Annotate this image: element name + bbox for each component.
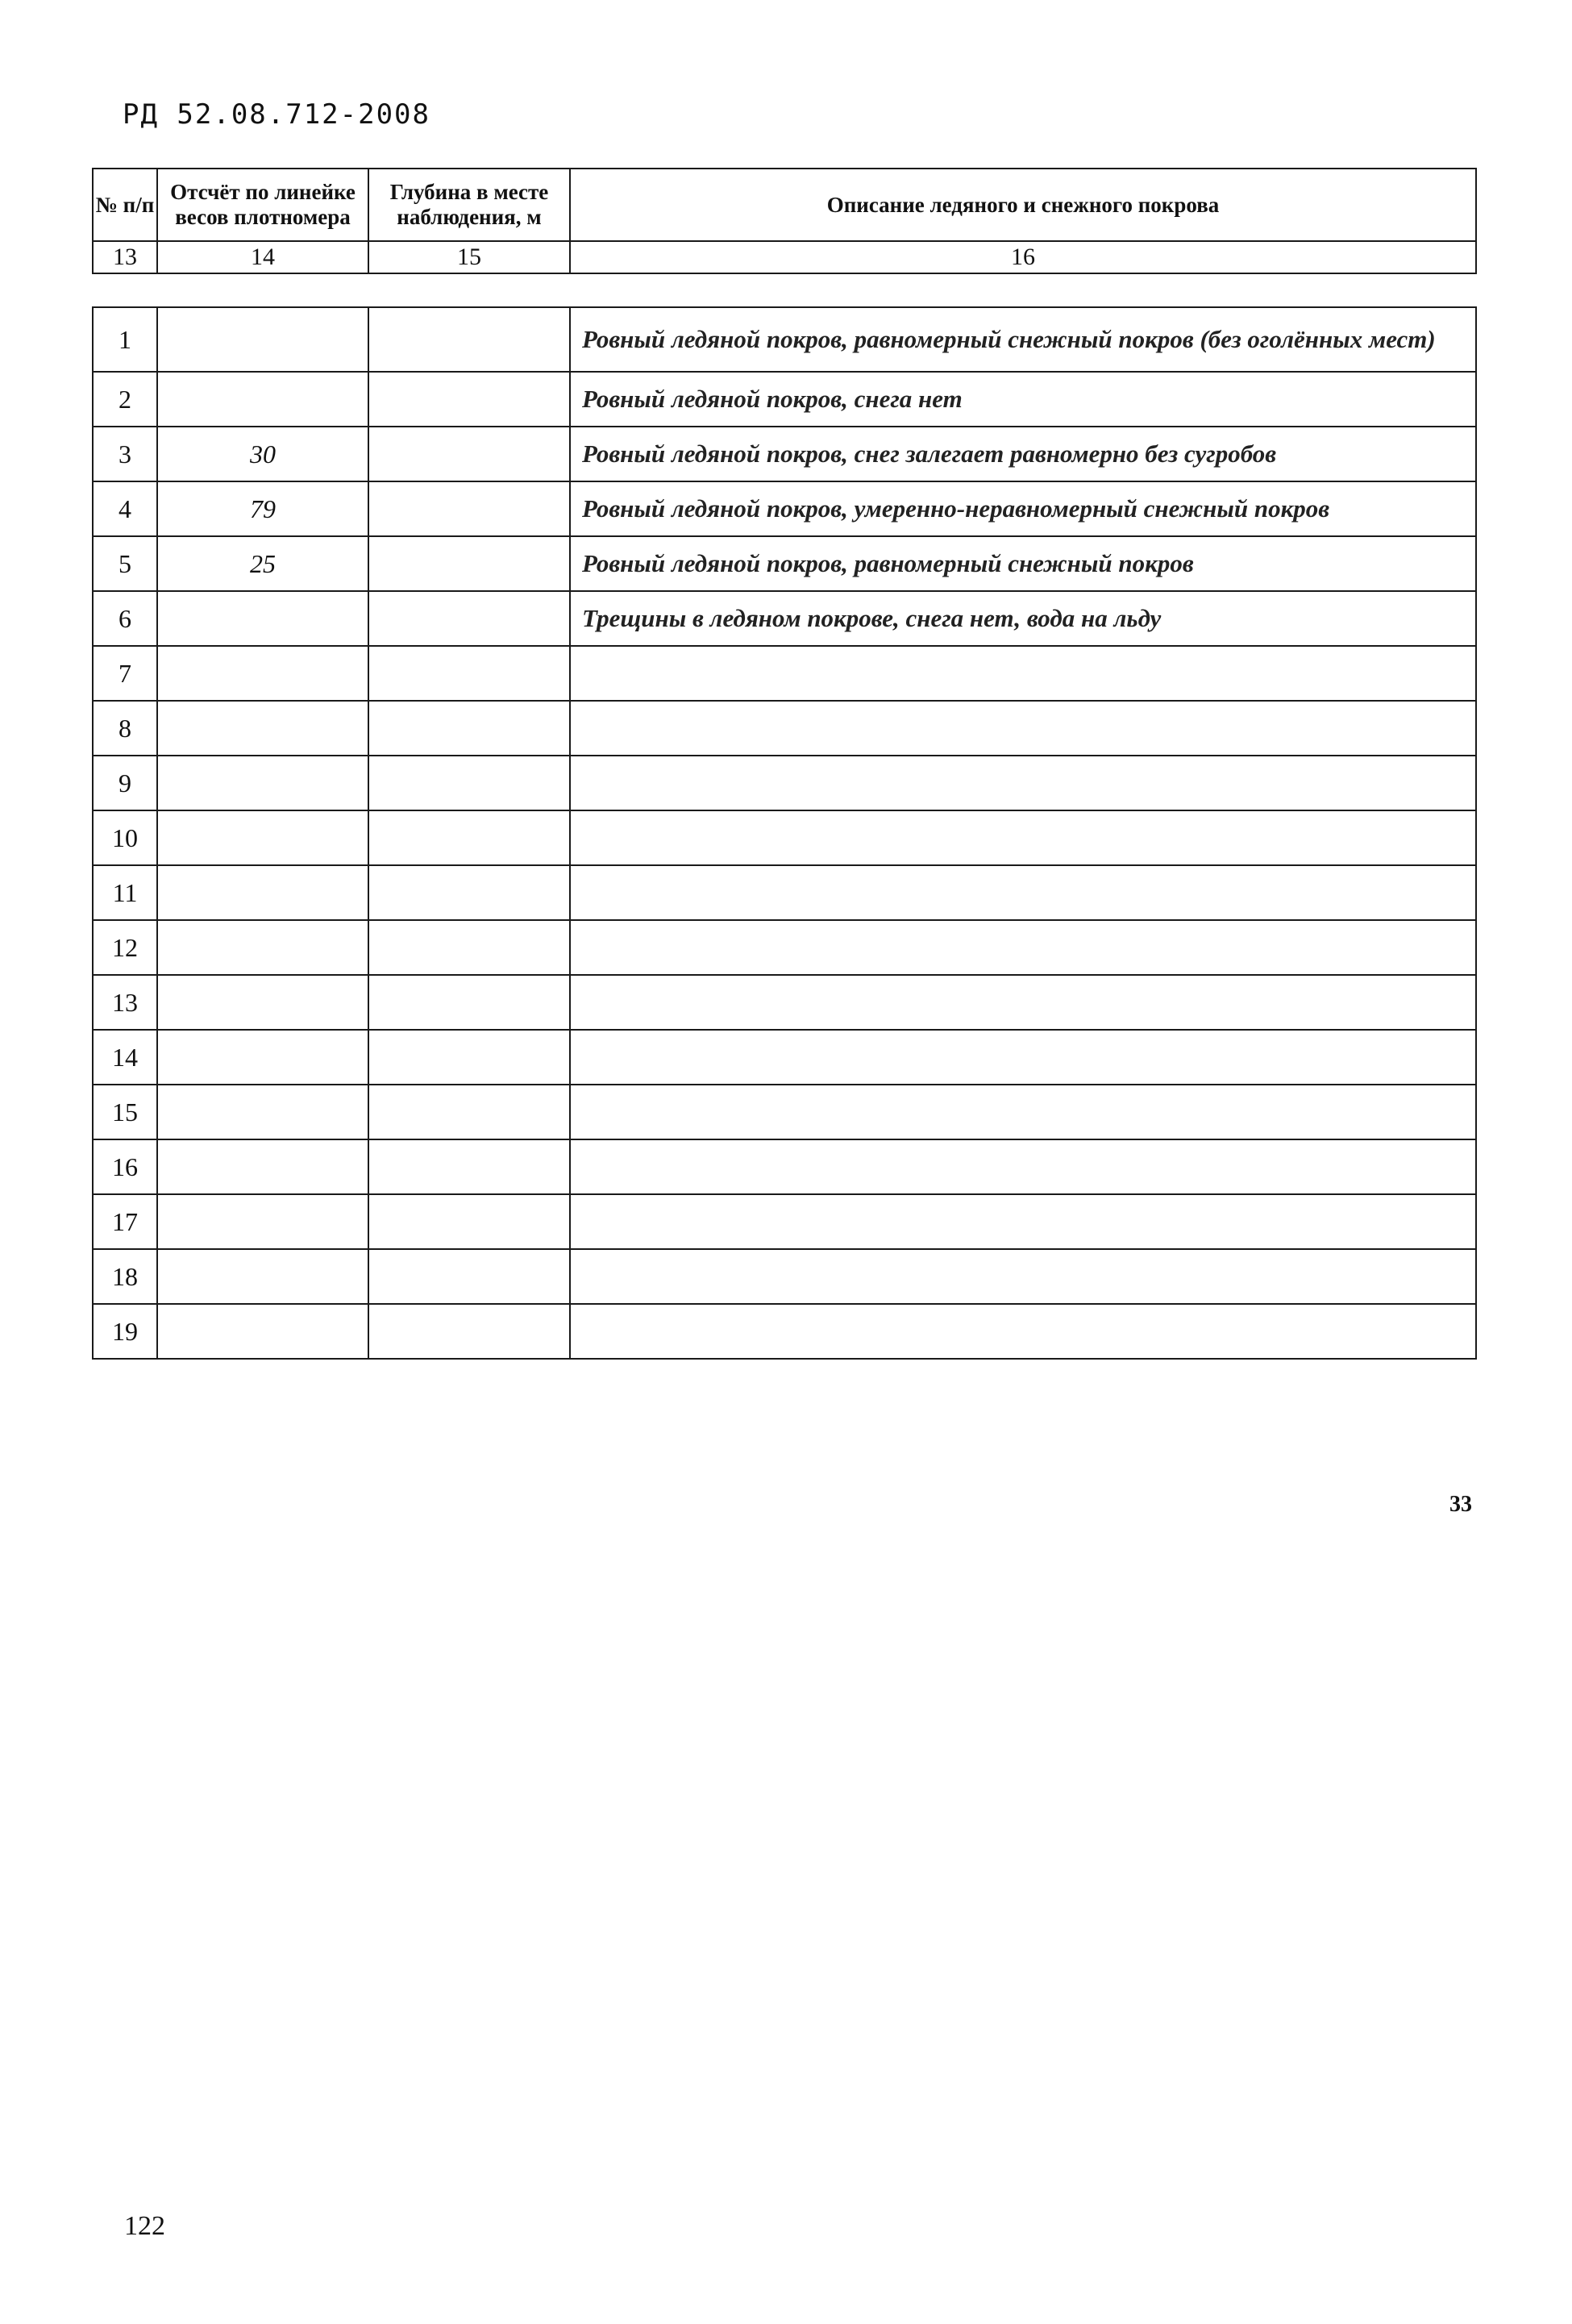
row-number: 5 bbox=[93, 536, 157, 591]
table-row bbox=[93, 865, 1476, 920]
col-header-depth: Глубина в месте наблюдения, м bbox=[368, 169, 570, 241]
table-row bbox=[93, 307, 1476, 372]
row-depth bbox=[368, 756, 570, 810]
row-number: 15 bbox=[93, 1085, 157, 1139]
table-row bbox=[93, 701, 1476, 756]
row-depth bbox=[368, 307, 570, 372]
row-number: 2 bbox=[93, 372, 157, 427]
col-header-number: № п/п bbox=[93, 169, 157, 241]
row-description bbox=[570, 920, 1476, 975]
table-row bbox=[93, 372, 1476, 427]
row-depth bbox=[368, 975, 570, 1030]
column-number: 16 bbox=[570, 241, 1476, 273]
row-number: 10 bbox=[93, 810, 157, 865]
row-reading bbox=[157, 1249, 368, 1304]
row-depth bbox=[368, 591, 570, 646]
table-row bbox=[93, 1030, 1476, 1085]
table-row bbox=[93, 810, 1476, 865]
row-number: 7 bbox=[93, 646, 157, 701]
table-row bbox=[93, 1085, 1476, 1139]
col-header-reading: Отсчёт по линейке весов плотномера bbox=[157, 169, 368, 241]
column-number: 13 bbox=[93, 241, 157, 273]
row-depth bbox=[368, 1304, 570, 1359]
table-row bbox=[93, 481, 1476, 536]
row-number: 12 bbox=[93, 920, 157, 975]
row-description bbox=[570, 1249, 1476, 1304]
row-description bbox=[570, 1194, 1476, 1249]
table-row bbox=[93, 646, 1476, 701]
column-number-row bbox=[93, 241, 1476, 273]
row-depth bbox=[368, 481, 570, 536]
row-depth bbox=[368, 1249, 570, 1304]
row-depth bbox=[368, 810, 570, 865]
row-number: 17 bbox=[93, 1194, 157, 1249]
table-header bbox=[92, 168, 1477, 274]
table-row bbox=[93, 975, 1476, 1030]
row-reading bbox=[157, 646, 368, 701]
row-depth bbox=[368, 646, 570, 701]
row-reading: 79 bbox=[157, 481, 368, 536]
row-reading bbox=[157, 756, 368, 810]
row-depth bbox=[368, 372, 570, 427]
column-number: 15 bbox=[368, 241, 570, 273]
row-description: Ровный ледяной покров, снега нет bbox=[570, 372, 1476, 427]
row-number: 13 bbox=[93, 975, 157, 1030]
row-description: Ровный ледяной покров, умеренно-неравномерный снежный покров bbox=[570, 481, 1476, 536]
page-number-right: 33 bbox=[1449, 1492, 1472, 1517]
row-reading bbox=[157, 1085, 368, 1139]
row-reading: 25 bbox=[157, 536, 368, 591]
table-row bbox=[93, 427, 1476, 481]
row-number: 6 bbox=[93, 591, 157, 646]
row-number: 8 bbox=[93, 701, 157, 756]
row-reading bbox=[157, 307, 368, 372]
table-row bbox=[93, 591, 1476, 646]
document-code: РД 52.08.712-2008 bbox=[123, 98, 430, 131]
row-reading bbox=[157, 1194, 368, 1249]
row-description bbox=[570, 865, 1476, 920]
row-reading bbox=[157, 920, 368, 975]
row-reading bbox=[157, 865, 368, 920]
row-number: 3 bbox=[93, 427, 157, 481]
row-reading bbox=[157, 591, 368, 646]
row-reading bbox=[157, 1030, 368, 1085]
table-row bbox=[93, 1249, 1476, 1304]
header-row bbox=[93, 169, 1476, 241]
row-description bbox=[570, 975, 1476, 1030]
row-description: Ровный ледяной покров, равномерный снежный покров bbox=[570, 536, 1476, 591]
page-number-bottom: 122 bbox=[124, 2211, 165, 2241]
row-reading bbox=[157, 372, 368, 427]
row-depth bbox=[368, 920, 570, 975]
row-depth bbox=[368, 536, 570, 591]
table-row bbox=[93, 1139, 1476, 1194]
row-description bbox=[570, 1030, 1476, 1085]
row-number: 9 bbox=[93, 756, 157, 810]
row-reading bbox=[157, 1139, 368, 1194]
column-number: 14 bbox=[157, 241, 368, 273]
table-row bbox=[93, 1194, 1476, 1249]
row-depth bbox=[368, 865, 570, 920]
row-depth bbox=[368, 427, 570, 481]
row-depth bbox=[368, 1194, 570, 1249]
row-description: Трещины в ледяном покрове, снега нет, вода на льду bbox=[570, 591, 1476, 646]
row-description bbox=[570, 1085, 1476, 1139]
table-row bbox=[93, 756, 1476, 810]
row-description: Ровный ледяной покров, равномерный снежный покров (без оголённых мест) bbox=[570, 307, 1476, 372]
row-number: 16 bbox=[93, 1139, 157, 1194]
row-depth bbox=[368, 1030, 570, 1085]
row-depth bbox=[368, 1139, 570, 1194]
row-number: 19 bbox=[93, 1304, 157, 1359]
row-reading bbox=[157, 1304, 368, 1359]
row-reading bbox=[157, 701, 368, 756]
row-description bbox=[570, 1304, 1476, 1359]
table-row bbox=[93, 536, 1476, 591]
table-row bbox=[93, 920, 1476, 975]
col-header-description: Описание ледяного и снежного покрова bbox=[570, 169, 1476, 241]
row-description bbox=[570, 646, 1476, 701]
row-reading: 30 bbox=[157, 427, 368, 481]
row-description bbox=[570, 810, 1476, 865]
row-number: 14 bbox=[93, 1030, 157, 1085]
row-depth bbox=[368, 1085, 570, 1139]
row-reading bbox=[157, 810, 368, 865]
observation-table bbox=[92, 306, 1477, 1360]
row-description bbox=[570, 701, 1476, 756]
row-number: 11 bbox=[93, 865, 157, 920]
row-depth bbox=[368, 701, 570, 756]
row-description bbox=[570, 1139, 1476, 1194]
table-row bbox=[93, 1304, 1476, 1359]
row-reading bbox=[157, 975, 368, 1030]
row-number: 4 bbox=[93, 481, 157, 536]
row-description bbox=[570, 756, 1476, 810]
row-description: Ровный ледяной покров, снег залегает равномерно без сугробов bbox=[570, 427, 1476, 481]
row-number: 1 bbox=[93, 307, 157, 372]
row-number: 18 bbox=[93, 1249, 157, 1304]
